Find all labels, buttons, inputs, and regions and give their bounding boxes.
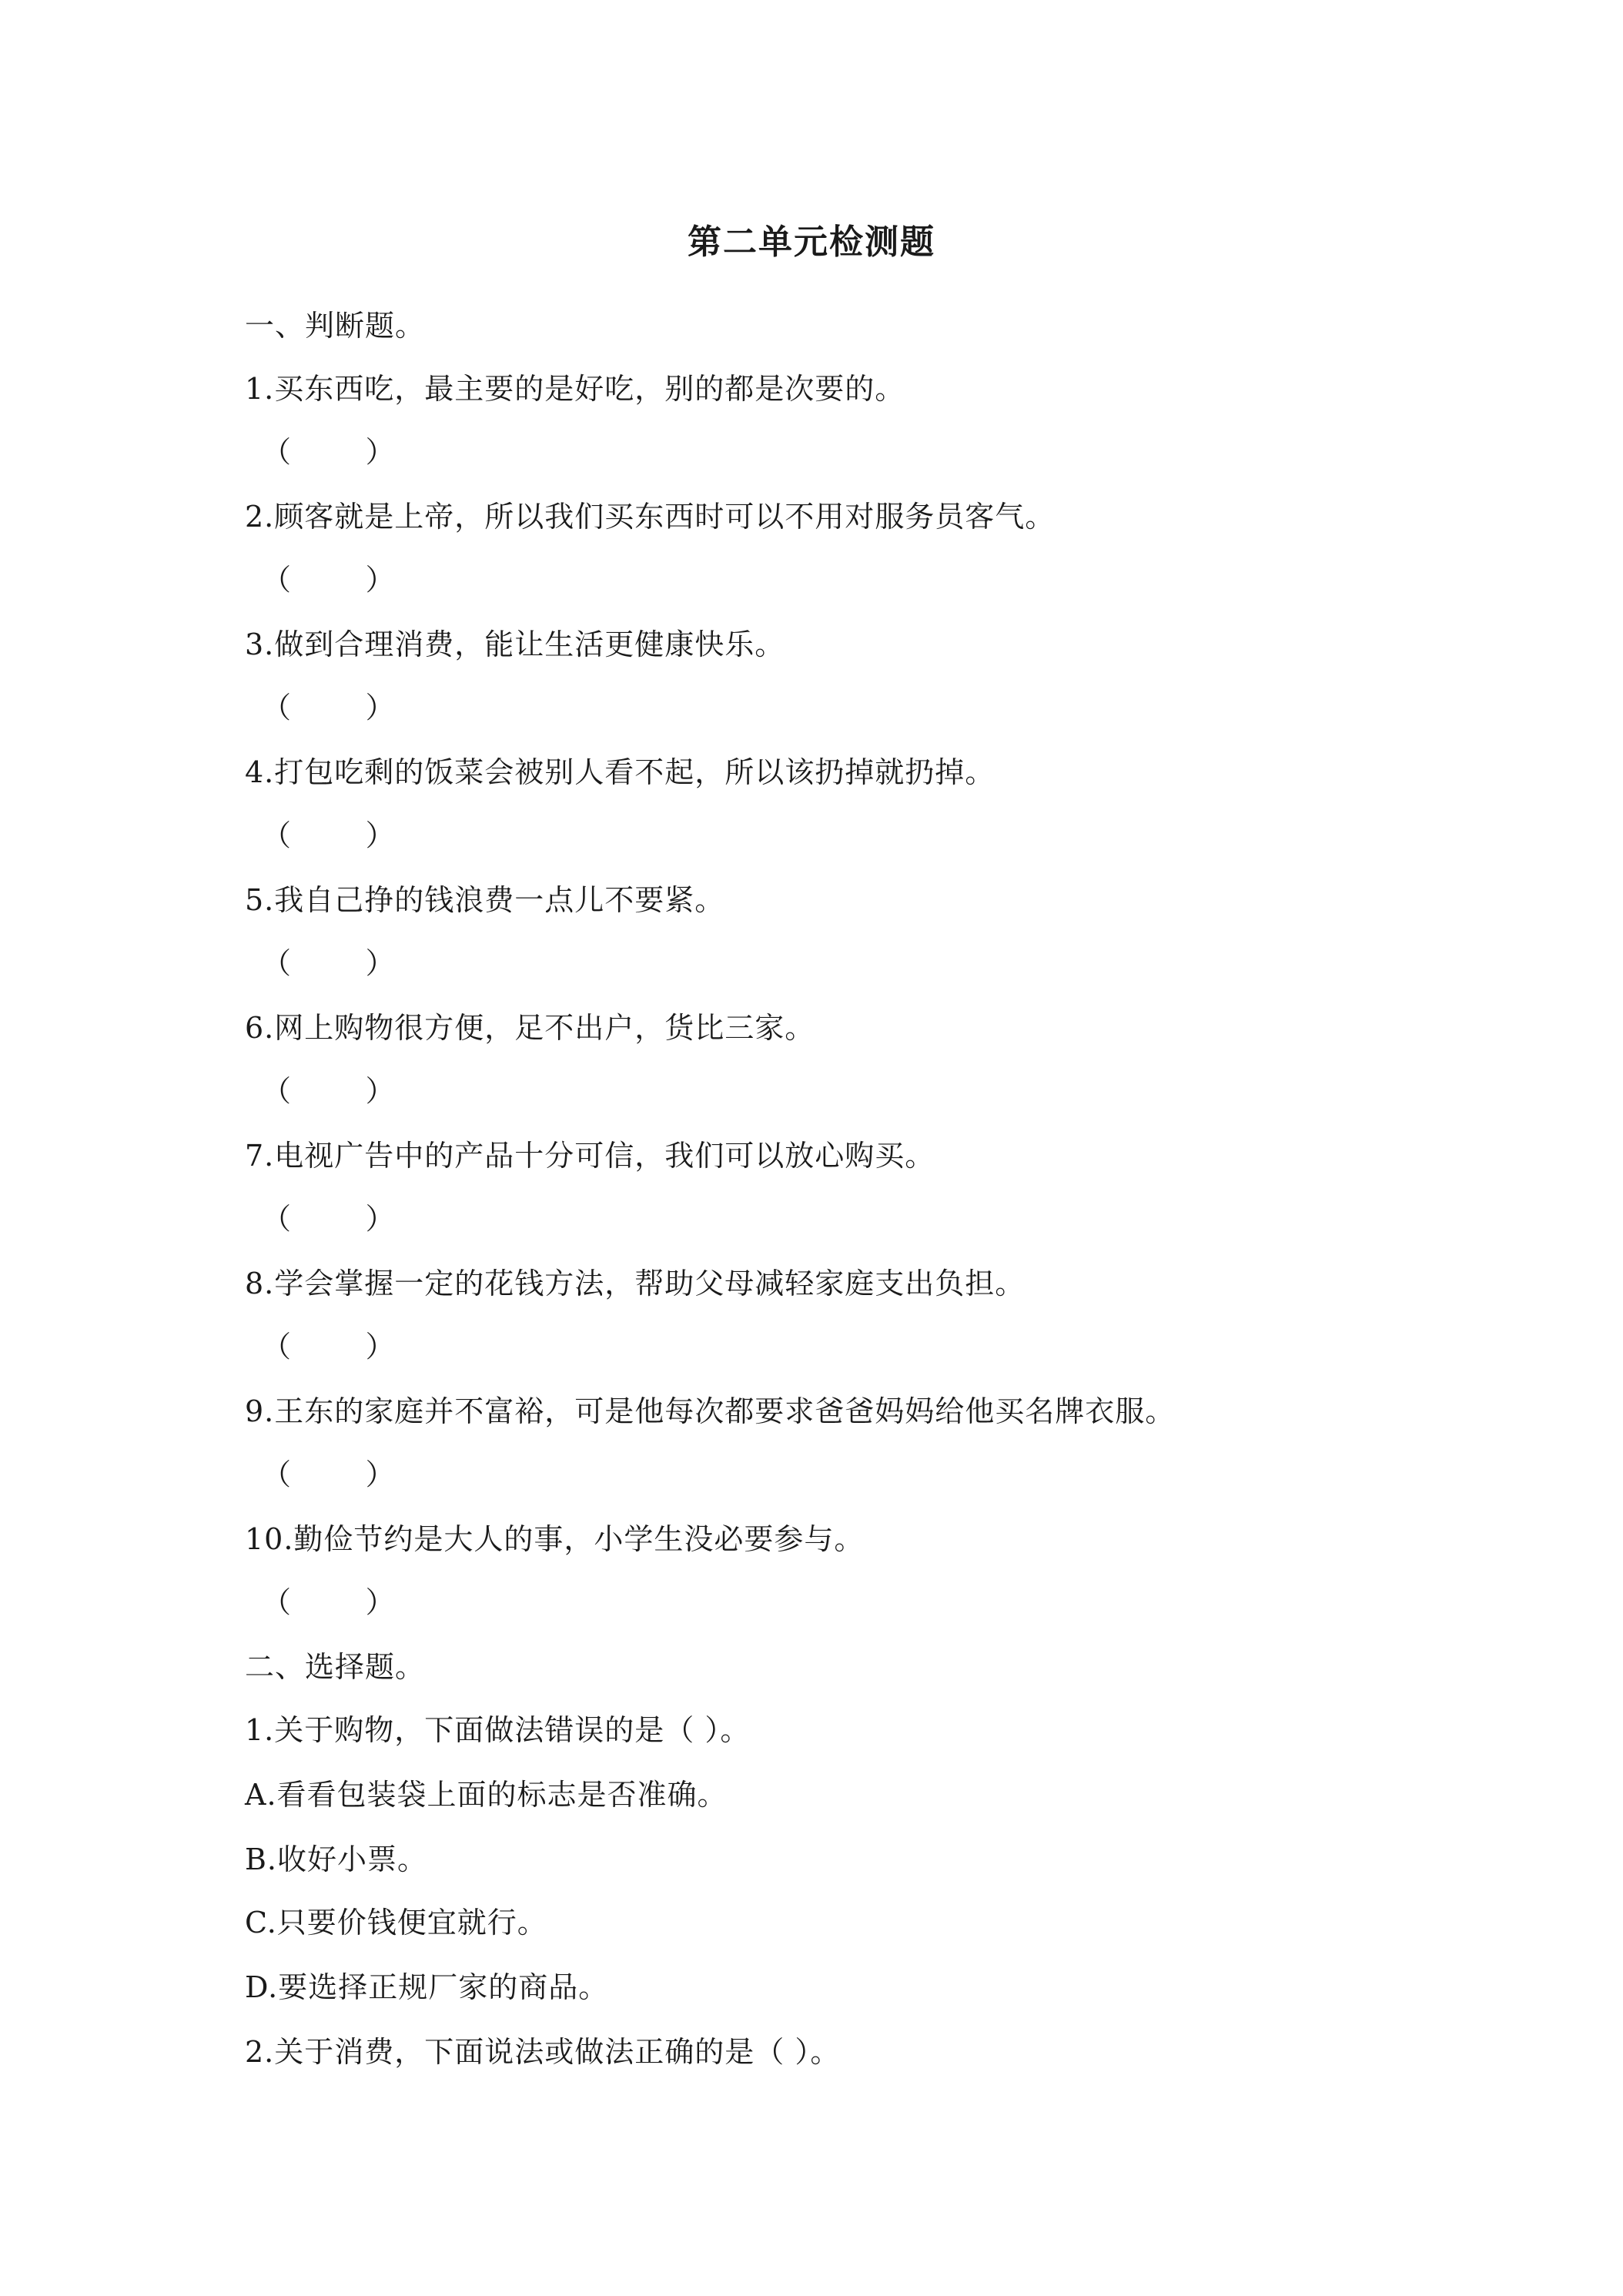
judgment-question-2: 2.顾客就是上帝，所以我们买东西时可以不用对服务员客气。 — [245, 500, 1056, 534]
page-title: 第二单元检测题 — [688, 223, 935, 262]
answer-blank-4[interactable]: （ ） — [262, 818, 395, 852]
answer-blank-5[interactable]: （ ） — [262, 946, 395, 980]
choice-option-c: C.只要价钱便宜就行。 — [245, 1906, 547, 1940]
answer-blank-2[interactable]: （ ） — [262, 563, 395, 597]
judgment-question-4: 4.打包吃剩的饭菜会被别人看不起，所以该扔掉就扔掉。 — [245, 755, 996, 789]
answer-blank-1[interactable]: （ ） — [262, 435, 395, 469]
choice-question-1: 1.关于购物，下面做法错误的是（ ）。 — [245, 1713, 751, 1747]
answer-blank-3[interactable]: （ ） — [262, 691, 395, 725]
judgment-question-8: 8.学会掌握一定的花钱方法，帮助父母减轻家庭支出负担。 — [245, 1267, 1026, 1300]
choice-question-2: 2.关于消费，下面说法或做法正确的是（ ）。 — [245, 2035, 841, 2069]
section-heading-choice: 二、选择题。 — [245, 1650, 426, 1684]
choice-option-a: A.看看包装袋上面的标志是否准确。 — [245, 1778, 728, 1812]
section-heading-judgment: 一、判断题。 — [245, 309, 426, 343]
judgment-question-7: 7.电视广告中的产品十分可信，我们可以放心购买。 — [245, 1139, 935, 1173]
answer-blank-6[interactable]: （ ） — [262, 1074, 395, 1108]
judgment-question-3: 3.做到合理消费，能让生活更健康快乐。 — [245, 628, 785, 661]
judgment-question-6: 6.网上购物很方便，足不出户，货比三家。 — [245, 1011, 815, 1045]
answer-blank-7[interactable]: （ ） — [262, 1202, 395, 1236]
judgment-question-1: 1.买东西吃，最主要的是好吃，别的都是次要的。 — [245, 372, 905, 406]
judgment-question-9: 9.王东的家庭并不富裕，可是他每次都要求爸爸妈妈给他买名牌衣服。 — [245, 1394, 1176, 1428]
judgment-question-10: 10.勤俭节约是大人的事，小学生没必要参与。 — [245, 1522, 865, 1556]
answer-blank-9[interactable]: （ ） — [262, 1458, 395, 1491]
answer-blank-8[interactable]: （ ） — [262, 1330, 395, 1364]
answer-blank-10[interactable]: （ ） — [262, 1585, 395, 1619]
choice-option-b: B.收好小票。 — [245, 1842, 428, 1876]
choice-option-d: D.要选择正规厂家的商品。 — [245, 1970, 609, 2004]
judgment-question-5: 5.我自己挣的钱浪费一点儿不要紧。 — [245, 883, 725, 917]
